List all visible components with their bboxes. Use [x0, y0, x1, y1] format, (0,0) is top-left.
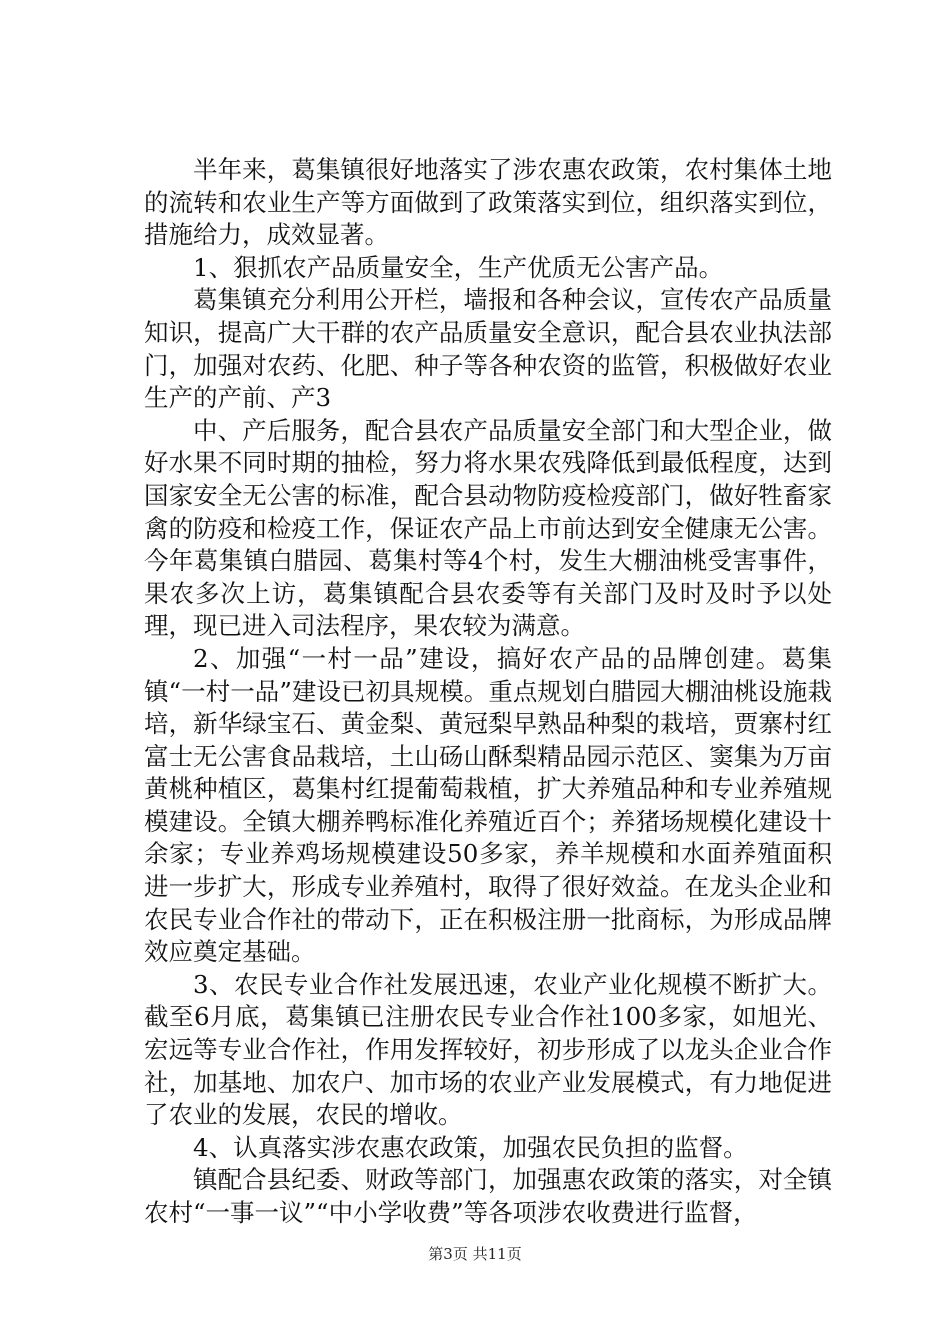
section-paragraph-3: 3、农民专业合作社发展迅速，农业产业化规模不断扩大。截至6月底，葛集镇已注册农民专业合作社100多家，如旭光、宏远等专业合作社，作用发挥较好，初步形成了以龙头企业合作社，加基地、加农户、加市场的农业产业发展模式，有力地促进了农业的发展，农民的增收。 — [144, 969, 832, 1130]
page-footer: 第3页 共11页 — [428, 1245, 522, 1263]
section-paragraph-2: 2、加强“一村一品”建设，搞好农产品的品牌创建。葛集镇“一村一品”建设已初具规模。重点规划白腊园大棚油桃设施栽培，新华绿宝石、黄金梨、黄冠梨早熟品种梨的栽培，贾寨村红富士无公害食品栽培，土山砀山酥梨精品园示范区、窦集为万亩黄桃种植区，葛集村红提葡萄栽植，扩大养殖品种和专业养殖规模建设。全镇大棚养鸭标准化养殖近百个；养猪场规模化建设十余家；专业养鸡场规模建设50多家，养羊规模和水面养殖面积进一步扩大，形成专业养殖村，取得了很好效益。在龙头企业和农民专业合作社的带动下，正在积极注册一批商标，为形成品牌效应奠定基础。 — [144, 643, 832, 967]
paragraph-post-production-service: 中、产后服务，配合县农产品质量安全部门和大型企业，做好水果不同时期的抽检，努力将水果农残降低到最低程度，达到国家安全无公害的标准，配合县动物防疫检疫部门，做好牲畜家禽的防疫和检疫工作，保证农产品上市前达到安全健康无公害。今年葛集镇白腊园、葛集村等4个村，发生大棚油桃受害事件，果农多次上访，葛集镇配合县农委等有关部门及时及时予以处理，现已进入司法程序，果农较为满意。 — [144, 415, 832, 641]
paragraph-policy-supervision: 镇配合县纪委、财政等部门，加强惠农政策的落实，对全镇农村“一事一议”“中小学收费”等各项涉农收费进行监督， — [144, 1165, 832, 1227]
paragraph-quality-awareness: 葛集镇充分利用公开栏，墙报和各种会议，宣传农产品质量知识，提高广大干群的农产品质量安全意识，配合县农业执法部门，加强对农药、化肥、种子等各种农资的监管，积极做好农业生产的产前、产3 — [144, 285, 832, 413]
document-body — [144, 154, 832, 1230]
section-heading-1: 1、狠抓农产品质量安全，生产优质无公害产品。 — [193, 252, 724, 282]
intro-paragraph: 半年来，葛集镇很好地落实了涉农惠农政策，农村集体土地的流转和农业生产等方面做到了政策落实到位，组织落实到位，措施给力，成效显著。 — [144, 155, 832, 250]
section-heading-4: 4、认真落实涉农惠农政策，加强农民负担的监督。 — [193, 1132, 748, 1162]
